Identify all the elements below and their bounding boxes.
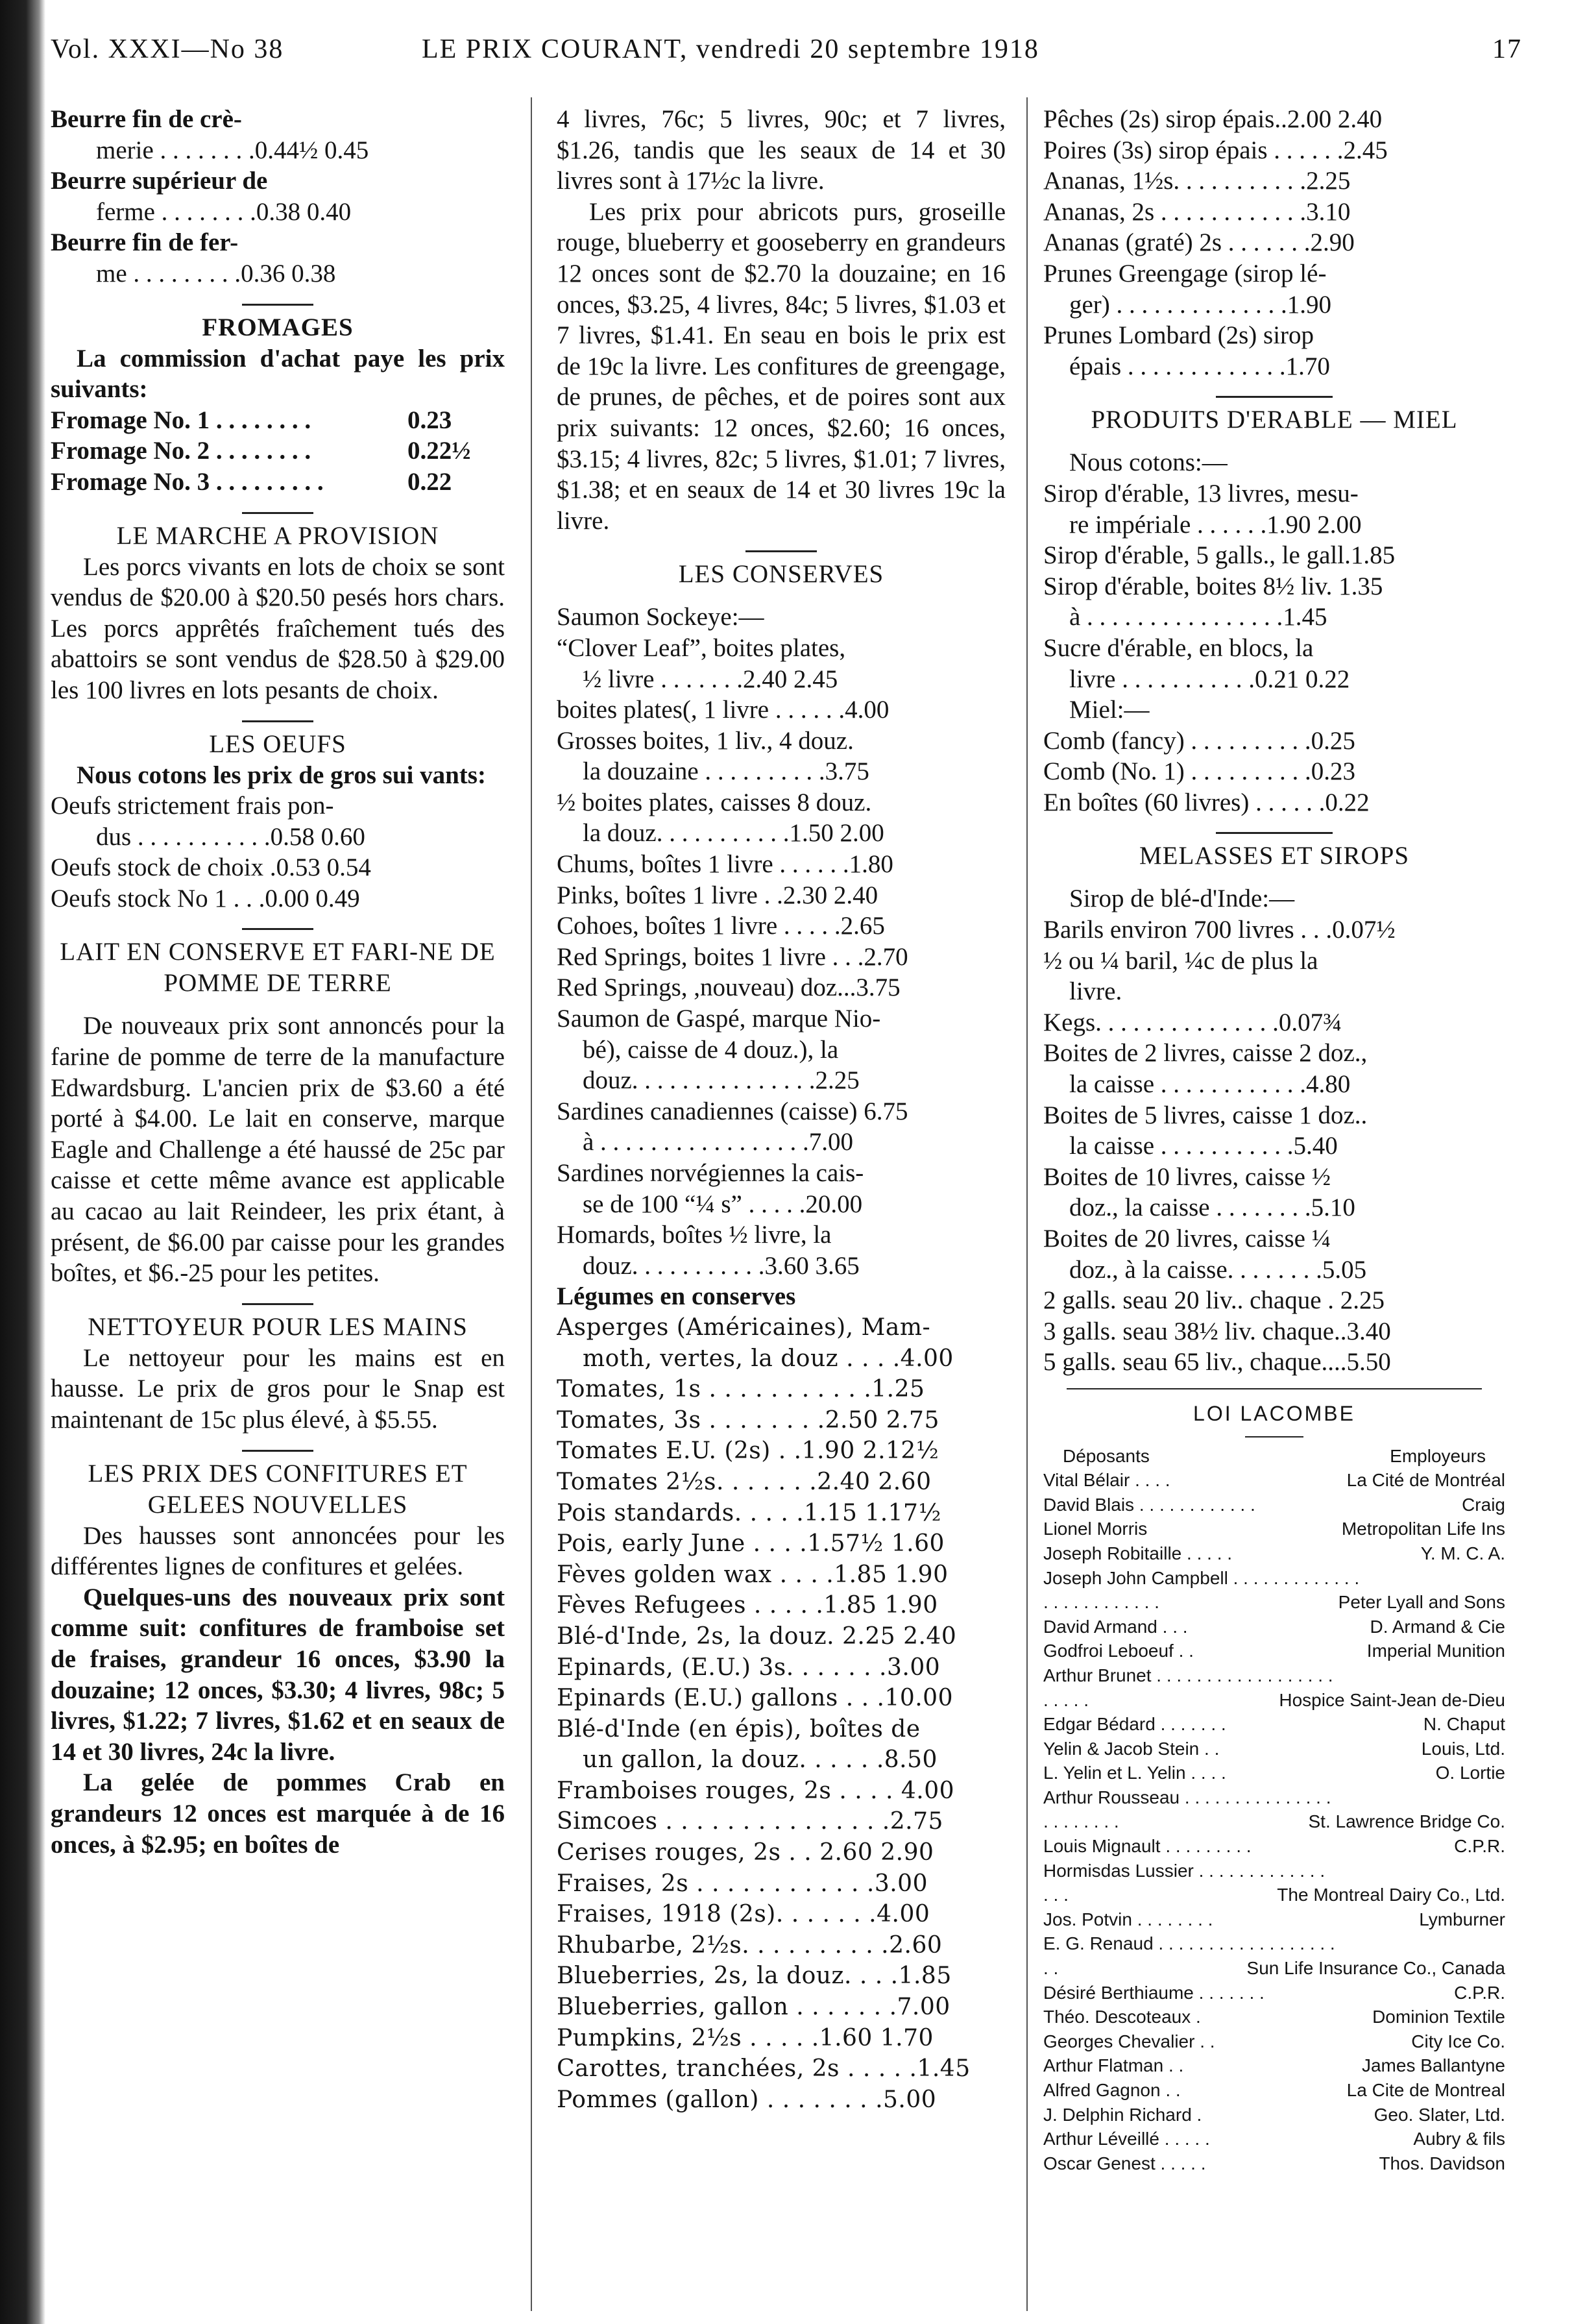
loi-deposant: David Blais . . . . . . . . . . . . [1043,1494,1255,1515]
loi-employeur: James Ballantyne [1361,2055,1505,2076]
loi-entry [1043,1712,1505,1737]
section-heading-confitures: LES PRIX DES CONFITURES ET GELEES NOUVELLES [88,1459,468,1519]
price-line: la caisse . . . . . . . . . . . .4.80 [1069,1070,1351,1099]
loi-deposant: Louis Mignault . . . . . . . . . [1043,1836,1252,1857]
price-line: ½ boites plates, caisses 8 douz. [557,788,872,816]
loi-deposant: L. Yelin et L. Yelin . . . . [1043,1763,1226,1783]
section-divider [1216,396,1333,398]
loi-employeur: Lymburner [1419,1909,1505,1929]
scan-edge [0,0,45,2324]
loi-entry [1043,1883,1505,1907]
newspaper-title: LE PRIX COURANT, vendredi 20 septembre 1918 [422,34,1039,64]
loi-deposant: Théo. Descoteaux . [1043,2007,1201,2027]
price-line: Saumon de Gaspé, marque Nio- [557,1005,881,1033]
price-line: Fraises, 1918 (2s). . . . . . .4.00 [557,1901,930,1928]
loi-employeur: Y. M. C. A. [1420,1543,1505,1563]
price-value: 0.23 [407,406,452,434]
price-line: un gallon, la douz. . . . . .8.50 [583,1746,938,1774]
section-divider [1245,1436,1303,1437]
price-line: 3 galls. seau 38½ liv. chaque..3.40 [1043,1317,1391,1345]
loi-deposant: . . . . . [1043,1689,1089,1710]
price-line: Prunes Lombard (2s) sirop [1043,321,1314,350]
confitures-paragraph: Quelques-uns des nouveaux prix sont comme suit: confitures de framboise set de fraises, grandeur 16 onces, $3.90 la douzaine; 12 onces, $3.30; 4 livres, 98c; 5 livres, $1.22; 7 livres, $1.62 et en seaux de 14 et 30 livres, 24c la livre. [51,1583,505,1766]
price-line: Blé-d'Inde, 2s, la douz. 2.25 2.40 [557,1622,957,1650]
price-line: Blueberries, gallon . . . . . . .7.00 [557,1994,950,2021]
price-line: 5 galls. seau 65 liv., chaque....5.50 [1043,1348,1391,1376]
price-line: Ananas, 2s . . . . . . . . . . . .3.10 [1043,197,1351,226]
loi-deposant: Oscar Genest . . . . . [1043,2153,1206,2173]
price-line: Chums, boîtes 1 livre . . . . . .1.80 [557,850,893,879]
section-heading-oeufs: LES OEUFS [209,729,346,758]
price-line: Ananas (graté) 2s . . . . . . .2.90 [1043,228,1355,257]
loi-deposant: Alfred Gagnon . . [1043,2080,1181,2100]
loi-employeur: City Ice Co. [1411,2031,1505,2051]
price-line: En boîtes (60 livres) . . . . . .0.22 [1043,788,1370,816]
page-number: 17 [1492,34,1522,64]
section-heading-nettoyeur: NETTOYEUR POUR LES MAINS [88,1312,468,1341]
price-line: Pommes (gallon) . . . . . . . .5.00 [557,2086,937,2113]
fromages-intro: La commission d'achat paye les prix suivants: [51,344,505,404]
price-line: Tomates 2½s. . . . . . .2.40 2.60 [557,1468,932,1495]
price-label: Fromage No. 1 . . . . . . . . [51,406,311,434]
loi-employeur: Peter Lyall and Sons [1338,1592,1505,1613]
confitures-paragraph: Des hausses sont annoncées pour les différentes lignes de confitures et gelées. [51,1521,505,1581]
price-line: Framboises rouges, 2s . . . . 4.00 [557,1777,955,1804]
loi-deposant: Edgar Bédard . . . . . . . [1043,1714,1226,1735]
loi-employeur: Geo. Slater, Ltd. [1374,2104,1505,2125]
loi-deposant: David Armand . . . [1043,1616,1188,1637]
price-line: bé), caisse de 4 douz.), la [583,1035,839,1064]
loi-employeur: La Cite de Montreal [1346,2080,1505,2100]
column-1 [51,104,505,2311]
loi-employeur: Thos. Davidson [1379,2153,1505,2173]
loi-employeur: Sun Life Insurance Co., Canada [1246,1958,1505,1979]
loi-entry [1043,1688,1505,1713]
section-heading-lait: LAIT EN CONSERVE ET FARI-NE DE POMME DE TERRE [60,938,496,997]
loi-header-employeurs: Employeurs [1390,1445,1486,1466]
price-line: Grosses boites, 1 liv., 4 douz. [557,726,854,755]
volume-number: Vol. XXXI—No 38 [51,34,284,64]
price-line: la caisse . . . . . . . . . . .5.40 [1069,1132,1338,1160]
loi-employeur: Imperial Munition [1366,1641,1505,1661]
price-line: Prunes Greengage (sirop lé- [1043,259,1327,287]
price-line: Blueberries, 2s, la douz. . . .1.85 [557,1963,952,1990]
price-line: Red Springs, ,nouveau) doz...3.75 [557,973,901,1002]
loi-entry [1043,1834,1505,1859]
section-divider [242,720,313,722]
loi-entry [1043,1761,1505,1785]
price-line: Epinards (E.U.) gallons . . .10.00 [557,1685,953,1712]
loi-deposant: Godfroi Leboeuf . . [1043,1641,1194,1661]
price-line: Sucre d'érable, en blocs, la [1043,633,1314,662]
price-line: Tomates, 1s . . . . . . . . . . .1.25 [557,1376,925,1403]
price-line: dus . . . . . . . . . . .0.58 0.60 [96,822,365,851]
loi-deposant: Yelin & Jacob Stein . . [1043,1738,1220,1759]
loi-deposant: Arthur Léveillé . . . . . [1043,2129,1210,2149]
price-line: me . . . . . . . . .0.36 0.38 [96,259,336,287]
price-line: Pêches (2s) sirop épais..2.00 2.40 [1043,105,1383,133]
price-line: Beurre supérieur de [51,167,268,195]
loi-deposant: J. Delphin Richard . [1043,2104,1202,2125]
price-line: douz. . . . . . . . . . . . . . .2.25 [583,1066,860,1095]
price-line: livre . . . . . . . . . . .0.21 0.22 [1069,665,1350,693]
page-header [45,34,1535,86]
section-divider [242,1303,313,1305]
price-line: 2 galls. seau 20 liv.. chaque . 2.25 [1043,1286,1385,1315]
loi-entry [1043,1785,1505,1810]
loi-entry [1043,1590,1505,1615]
price-row [51,467,505,498]
fruits-list [1043,104,1505,382]
price-line: doz., la caisse . . . . . . . .5.10 [1069,1193,1355,1222]
price-line: Ananas, 1½s. . . . . . . . . . .2.25 [1043,167,1351,195]
confitures-continued: Les prix pour abricots purs, groseille rouge, blueberry et gooseberry en grandeurs 12 onces sont de $2.70 la douzaine; en 16 onces, $3.25, 4 livres, 84c; 5 livres, $1.03 et 7 livres, $1.41. En seau en bois le prix est de 19c la livre. Les confitures de greengage, de prunes, de pêches, et de poires sont aux prix suivants: 12 onces, $2.60; 16 onces, $3.15; 4 livres, 82c; 5 livres, $1.01; 7 livres, $1.38; et en seaux de 14 et 30 livres 19c la livre. [557,197,1006,535]
loi-entry [1043,2005,1505,2029]
section-heading-melasses: MELASSES ET SIROPS [1139,842,1410,870]
price-line: Pois standards. . . . .1.15 1.17½ [557,1499,941,1526]
section-divider [242,928,313,930]
price-line: Sirop d'érable, 13 livres, mesu- [1043,479,1359,508]
loi-deposant: Joseph Robitaille . . . . . [1043,1543,1233,1563]
loi-deposant: Arthur Rousseau . . . . . . . . . . . . . . . [1043,1787,1331,1807]
loi-entry [1043,1566,1505,1591]
price-line: Nous cotons:— [1069,448,1228,477]
loi-deposant: . . . . . . . . [1043,1811,1119,1832]
loi-entry [1043,1931,1505,1956]
loi-employeur: N. Chaput [1423,1714,1505,1735]
confitures-continued: 4 livres, 76c; 5 livres, 90c; et 7 livres, $1.26, tandis que les seaux de 14 et 30 livres sont à 17½c la livre. [557,105,1006,195]
section-divider [1067,1388,1482,1389]
section-divider [745,550,817,552]
nettoyeur-paragraph: Le nettoyeur pour les mains est en hausse. Le prix de gros pour le Snap est maintenant de 15c plus élevé, à $5.55. [51,1343,505,1434]
loi-header-deposants: Déposants [1063,1445,1150,1466]
marche-paragraph: Les porcs vivants en lots de choix se sont vendus de $20.00 à $20.50 pesés hors chars. Les porcs apprêtés fraîchement tués des abattoirs se sont vendus de $28.50 à $29.00 les 100 livres en lots pesants de choix. [51,552,505,704]
price-line: Blé-d'Inde (en épis), boîtes de [557,1715,921,1743]
price-line: Boites de 20 livres, caisse ¼ [1043,1225,1331,1253]
lait-paragraph: De nouveaux prix sont annoncés pour la farine de pomme de terre de la manufacture Edwardsburg. L'ancien prix de $3.60 a été porté à $4.00. Le lait en conserve, marque Eagle and Challenge a été haussé de 25c par caisse et cette même avance est applicable au cacao au lait Reindeer, les prix étant, à présent, de $6.00 par caisse pour les grandes boîtes, et $6.-25 pour les petites. [51,1012,505,1288]
price-line: douz. . . . . . . . . . .3.60 3.65 [583,1251,860,1280]
price-line: Epinards, (E.U.) 3s. . . . . . .3.00 [557,1654,941,1681]
price-line: à . . . . . . . . . . . . . . . . .7.00 [583,1128,854,1156]
price-line: Sirop d'érable, 5 galls., le gall.1.85 [1043,541,1396,570]
loi-entry [1043,1615,1505,1639]
price-line: Pinks, boîtes 1 livre . .2.30 2.40 [557,881,878,909]
price-line: Oeufs stock de choix .0.53 0.54 [51,853,371,882]
loi-entry [1043,2029,1505,2054]
price-line: re impériale . . . . . .1.90 2.00 [1069,510,1362,539]
price-line: Asperges (Américaines), Mam- [557,1314,931,1341]
loi-entry [1043,1981,1505,2005]
price-line: Fèves golden wax . . . .1.85 1.90 [557,1561,949,1588]
loi-employeur: Craig [1462,1494,1505,1515]
price-line: merie . . . . . . . .0.44½ 0.45 [96,136,369,164]
price-line: ½ livre . . . . . . .2.40 2.45 [583,665,838,693]
loi-employeur: C.P.R. [1454,1982,1505,2003]
section-divider [242,304,313,306]
loi-deposant: . . . [1043,1885,1069,1905]
price-value: 0.22½ [407,437,471,465]
price-line: “Clover Leaf”, boites plates, [557,633,846,662]
loi-entry [1043,2053,1505,2078]
loi-employeur: St. Lawrence Bridge Co. [1308,1811,1505,1832]
price-line: Beurre fin de fer- [51,228,239,257]
price-line: boites plates(, 1 livre . . . . . .4.00 [557,696,890,724]
section-heading-loi-lacombe: LOI LACOMBE [1193,1401,1355,1425]
price-line: Tomates E.U. (2s) . .1.90 2.12½ [557,1437,939,1465]
section-heading-marche: LE MARCHE A PROVISION [116,521,439,550]
loi-deposant: . . . . . . . . . . . . [1043,1592,1159,1613]
column-2 [557,104,1006,2311]
loi-entry [1043,2103,1505,2127]
price-line: Comb (No. 1) . . . . . . . . . .0.23 [1043,757,1355,786]
loi-employeur: The Montreal Dairy Co., Ltd. [1277,1885,1505,1905]
loi-employeur: Metropolitan Life Ins [1341,1519,1505,1539]
price-line: Oeufs strictement frais pon- [51,792,334,820]
price-line: Tomates, 3s . . . . . . . .2.50 2.75 [557,1406,939,1434]
price-line: ger) . . . . . . . . . . . . . .1.90 [1069,290,1332,319]
loi-deposant: Georges Chevalier . . [1043,2031,1215,2051]
price-line: Comb (fancy) . . . . . . . . . .0.25 [1043,726,1355,755]
loi-employeur: Dominion Textile [1372,2007,1505,2027]
price-line: Miel:— [1069,696,1150,724]
price-line: Rhubarbe, 2½s. . . . . . . . . .2.60 [557,1931,943,1959]
price-line: Oeufs stock No 1 . . .0.00 0.49 [51,884,360,912]
loi-employeur: Hospice Saint-Jean de-Dieu [1279,1689,1505,1710]
price-line: Boites de 10 livres, caisse ½ [1043,1162,1331,1191]
price-line: Red Springs, boites 1 livre . . .2.70 [557,942,908,971]
loi-deposant: Arthur Flatman . . [1043,2055,1184,2076]
price-line: Saumon Sockeye:— [557,603,764,631]
section-heading-fromages: FROMAGES [202,313,354,341]
price-row [51,405,505,436]
price-line: Barils environ 700 livres . . .0.07½ [1043,916,1396,944]
section-divider [1216,832,1333,834]
price-line: Cohoes, boîtes 1 livre . . . . .2.65 [557,912,885,940]
loi-entry [1043,1737,1505,1761]
loi-entry [1043,1541,1505,1566]
price-line: à . . . . . . . . . . . . . . . .1.45 [1069,603,1327,631]
loi-entry [1043,2151,1505,2176]
loi-entry [1043,1809,1505,1834]
loi-entry [1043,1639,1505,1663]
price-line: Sirop de blé-d'Inde:— [1069,885,1295,913]
column-3 [1043,104,1505,2311]
column-rule [1026,97,1028,2311]
price-line: Sardines norvégiennes la cais- [557,1159,864,1187]
loi-entry [1043,2127,1505,2151]
conserves-list [557,602,1006,1281]
price-value: 0.22 [407,467,452,496]
price-line: la douz. . . . . . . . . . .1.50 2.00 [583,819,884,848]
loi-entry [1043,1493,1505,1517]
confitures-paragraph: La gelée de pommes Crab en grandeurs 12 onces est marquée à de 16 onces, à $2.95; en boîtes de [51,1768,505,1859]
price-line: Beurre fin de crè- [51,105,242,133]
price-line: la douzaine . . . . . . . . . .3.75 [583,757,869,786]
price-line: Simcoes . . . . . . . . . . . . . . .2.75 [557,1808,943,1835]
section-heading-conserves: LES CONSERVES [678,560,884,589]
price-line: moth, vertes, la douz . . . .4.00 [583,1345,954,1372]
loi-deposant: Arthur Brunet . . . . . . . . . . . . . . . . . . [1043,1665,1333,1685]
legumes-list [557,1312,1006,2115]
price-line: épais . . . . . . . . . . . . .1.70 [1069,352,1330,380]
loi-employeur: Louis, Ltd. [1421,1738,1505,1759]
price-line: Boites de 2 livres, caisse 2 doz., [1043,1039,1368,1068]
price-line: Pois, early June . . . .1.57½ 1.60 [557,1530,945,1558]
loi-employeur: Aubry & fils [1413,2129,1505,2149]
loi-deposant: E. G. Renaud . . . . . . . . . . . . . . . . . . [1043,1933,1335,1954]
price-line: Kegs. . . . . . . . . . . . . . .0.07¾ [1043,1008,1342,1036]
loi-column-headers [1043,1444,1505,1469]
legumes-heading: Légumes en conserves [557,1282,796,1311]
oeufs-intro: Nous cotons les prix de gros sui vants: [77,761,486,789]
price-line: Carottes, tranchées, 2s . . . . .1.45 [557,2055,971,2083]
price-label: Fromage No. 2 . . . . . . . . [51,437,311,465]
price-line: Sirop d'érable, boites 8½ liv. 1.35 [1043,572,1383,600]
price-row [51,435,505,467]
loi-deposant: Désiré Berthiaume . . . . . . . [1043,1982,1265,2003]
price-line: Homards, boîtes ½ livre, la [557,1221,832,1249]
price-line: ½ ou ¼ baril, ¼c de plus la [1043,946,1318,975]
section-heading-erable: PRODUITS D'ERABLE — MIEL [1091,406,1458,434]
loi-deposant: . . [1043,1958,1059,1979]
loi-deposant: Joseph John Campbell . . . . . . . . . . . . . [1043,1567,1360,1588]
price-line: Boites de 5 livres, caisse 1 doz.. [1043,1101,1368,1129]
loi-deposant: Lionel Morris [1043,1519,1148,1539]
loi-employeur: La Cité de Montréal [1346,1470,1505,1491]
loi-employeur: D. Armand & Cie [1370,1616,1505,1637]
loi-entry [1043,1468,1505,1493]
loi-list [1043,1468,1505,2175]
melasses-list [1043,883,1505,1378]
loi-entry [1043,1517,1505,1541]
loi-entry [1043,1663,1505,1688]
price-line: Pumpkins, 2½s . . . . .1.60 1.70 [557,2024,934,2051]
price-line: Fraises, 2s . . . . . . . . . . . .3.00 [557,1870,928,1897]
price-line: se de 100 “¼ s” . . . . .20.00 [583,1190,863,1218]
loi-entry [1043,1907,1505,1932]
loi-entry [1043,1956,1505,1981]
price-line: Fèves Refugees . . . . .1.85 1.90 [557,1592,938,1619]
price-line: livre. [1069,977,1122,1006]
column-rule [531,97,532,2311]
loi-deposant: Jos. Potvin . . . . . . . . [1043,1909,1213,1929]
price-label: Fromage No. 3 . . . . . . . . . [51,467,324,496]
erable-list [1043,447,1505,818]
loi-deposant: Hormisdas Lussier . . . . . . . . . . . . . [1043,1860,1326,1881]
loi-entry [1043,1859,1505,1883]
section-divider [242,1450,313,1452]
loi-deposant: Vital Bélair . . . . [1043,1470,1170,1491]
price-line: Poires (3s) sirop épais . . . . . .2.45 [1043,136,1388,164]
price-line: Cerises rouges, 2s . . 2.60 2.90 [557,1839,934,1866]
price-line: ferme . . . . . . . .0.38 0.40 [96,197,352,226]
price-line: Sardines canadiennes (caisse) 6.75 [557,1097,908,1125]
loi-employeur: C.P.R. [1454,1836,1505,1857]
loi-entry [1043,2078,1505,2103]
price-line: doz., à la caisse. . . . . . . .5.05 [1069,1255,1367,1284]
loi-employeur: O. Lortie [1435,1763,1505,1783]
section-divider [242,512,313,514]
